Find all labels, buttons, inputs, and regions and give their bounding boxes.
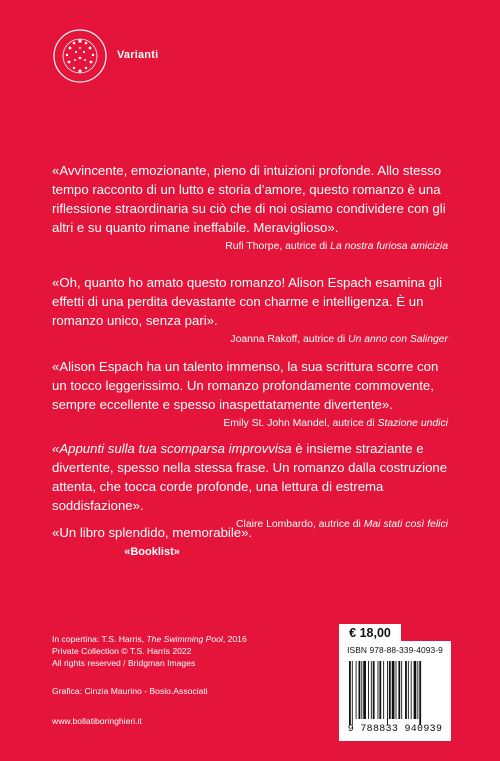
quote-5	[52, 523, 252, 558]
barcode-bar	[405, 661, 407, 719]
barcode-bar	[396, 661, 397, 719]
barcode	[339, 641, 451, 741]
credit-line: In copertina: T.S. Harris, The Swimming Pool, 2016	[52, 634, 247, 644]
barcode-bar	[361, 661, 362, 719]
series-name: Varianti	[117, 49, 159, 61]
barcode-bar	[368, 661, 369, 719]
barcode-bar	[349, 661, 351, 725]
barcode-bars	[349, 661, 441, 725]
barcode-bar	[408, 661, 409, 719]
credit-line: Private Collection © T.S. Harris 2022	[52, 646, 192, 657]
quote-attribution: Emily St. John Mandel, autrice di Stazione undici	[223, 418, 448, 429]
quote-text: «Alison Espach ha un talento immenso, la sua scrittura scorre con un tocco leggerissimo. Un romanzo profondamente commovente, sempre eccellente e spesso inaspettatamente divertente».	[52, 359, 439, 412]
quote-2	[52, 273, 448, 347]
quote-3	[52, 357, 448, 431]
barcode-bar	[419, 661, 421, 725]
barcode-bar	[389, 661, 391, 719]
ean-digits: 9 788833 940939	[347, 724, 443, 735]
barcode-bar	[363, 661, 366, 719]
cover-credits	[52, 633, 312, 670]
barcode-bar	[371, 661, 372, 719]
barcode-bar	[373, 661, 375, 719]
quote-attribution: Claire Lombardo, autrice di Mai stati così felici	[236, 519, 448, 530]
design-credit: Grafica: Cinzia Maurino - Bosio.Associati	[52, 686, 208, 696]
barcode-bar	[417, 661, 418, 719]
barcode-bar	[398, 661, 400, 719]
barcode-bar	[352, 661, 353, 725]
barcode-bar	[359, 661, 361, 719]
quote-text: «Avvincente, emozionante, pieno di intuizioni profonde. Allo stesso tempo racconto di un lutto e storia d’amore, questo romanzo è una riflessione straordinaria su ciò che di noi osiamo condividere con gli altri e su quanto rimane ineffabile. Meraviglioso».	[52, 163, 446, 235]
barcode-bar	[356, 661, 357, 719]
quote-attribution: Joanna Rakoff, autrice di Un anno con Salinger	[230, 334, 448, 345]
quote-attribution: Rufi Thorpe, autrice di La nostra furiosa amicizia	[225, 241, 448, 252]
barcode-bar	[401, 661, 402, 719]
quote-1	[52, 161, 448, 254]
quote-source: «Booklist»	[124, 546, 180, 558]
isbn-text: ISBN 978-88-339-4093-9	[347, 645, 443, 655]
quote-text: «Un libro splendido, memorabile».	[52, 525, 253, 540]
barcode-bar	[387, 661, 388, 725]
quote-text: «Appunti sulla tua scomparsa improvvisa è insieme straziante e divertente, spesso nella stessa frase. Un romanzo dalla costruzione attenta, che tocca corde profonde, una lettura di estrema soddisfazione».	[52, 441, 448, 513]
barcode-bar	[379, 661, 381, 719]
barcode-bar	[378, 661, 379, 719]
barcode-bar	[414, 661, 417, 719]
credit-line: All rights reserved / Bridgman Images	[52, 658, 196, 669]
quote-text: «Oh, quanto ho amato questo romanzo! Alison Espach esamina gli effetti di una perdita devastante con charme e intelligenza. È un romanzo unico, senza pari».	[52, 275, 443, 328]
website-link[interactable]: www.bollatiboringhieri.it	[52, 716, 142, 726]
publisher-logo	[52, 28, 108, 84]
barcode-bar	[383, 661, 384, 719]
barcode-bar	[411, 661, 412, 719]
price-label: € 18,00	[339, 624, 401, 641]
quote-4	[52, 439, 448, 532]
barcode-bar	[392, 661, 395, 719]
